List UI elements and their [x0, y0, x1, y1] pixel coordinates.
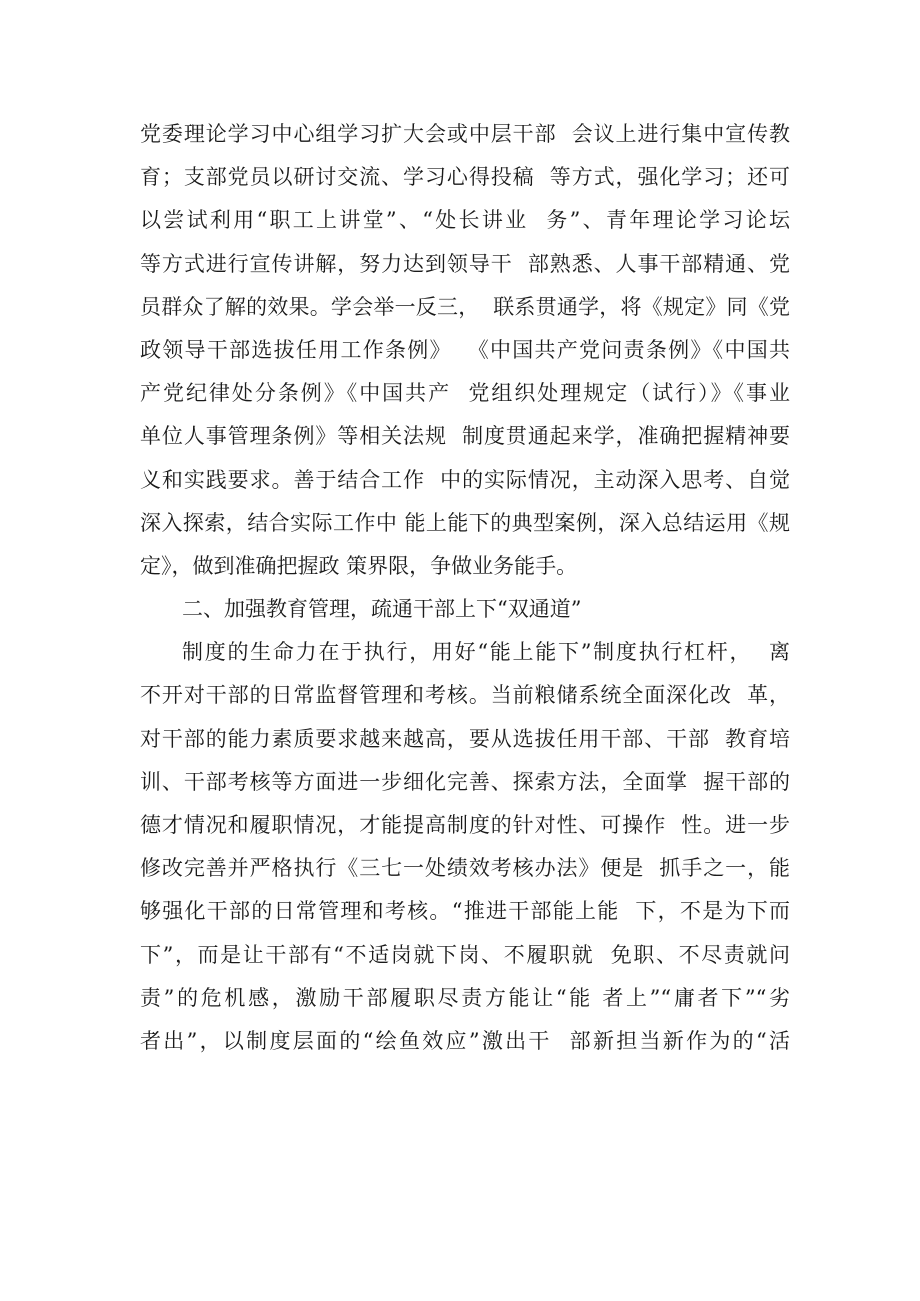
- text-line: 深入探索，结合实际工作中 能上能下的典型案例，深入总结运用《规: [140, 510, 790, 535]
- text-line: 德才情况和履职情况，才能提高制度的针对性、可操作 性。进一步: [140, 813, 790, 837]
- text-line: 以尝试利用“职工上讲堂”、“处长讲业 务”、青年理论学习论坛: [140, 208, 790, 233]
- paragraph-education-promotion: [140, 113, 790, 588]
- text-line: 产党纪律处分条例》《中国共产 党组织处理规定（试行）》《事业: [140, 381, 790, 406]
- text-line: 修改完善并严格执行《三七一处绩效考核办法》便是 抓手之一，能: [140, 856, 790, 881]
- text-line: 育；支部党员以研讨交流、学习心得投稿 等方式，强化学习；还可: [140, 165, 790, 190]
- paragraph-system-execution: [140, 631, 790, 1063]
- text-line: 下”，而是让干部有“不适岗就下岗、不履职就 免职、不尽责就问: [140, 942, 790, 967]
- text-line: 制度的生命力在于执行，用好“能上能下”制度执行杠杆， 离: [182, 640, 790, 665]
- text-line: 责”的危机感，激励干部履职尽责方能让“能 者上”“庸者下”“劣: [140, 985, 790, 1010]
- text-line: 者出”，以制度层面的“绘鱼效应”激出干 部新担当新作为的“活: [140, 1028, 790, 1053]
- text-line: 党委理论学习中心组学习扩大会或中层干部 会议上进行集中宣传教: [140, 122, 790, 146]
- text-line: 够强化干部的日常管理和考核。“推进干部能上能 下，不是为下而: [140, 899, 790, 924]
- text-line: 员群众了解的效果。学会举一反三， 联系贯通学，将《规定》同《党: [140, 294, 790, 319]
- text-line: 单位人事管理条例》等相关法规 制度贯通起来学，准确把握精神要: [140, 424, 790, 449]
- text-line: 政领导干部选拔任用工作条例》 《中国共产党问责条例》《中国共: [140, 337, 790, 362]
- text-line: 不开对干部的日常监督管理和考核。当前粮储系统全面深化改 革，: [140, 683, 790, 708]
- text-line: 等方式进行宣传讲解，努力达到领导干 部熟悉、人事干部精通、党: [140, 251, 790, 276]
- text-line: 对干部的能力素质要求越来越高，要从选拔任用干部、干部 教育培: [140, 726, 790, 751]
- document-body: [140, 113, 790, 1063]
- text-line: 训、干部考核等方面进一步细化完善、探索方法，全面掌 握干部的: [140, 769, 790, 794]
- text-line: 义和实践要求。善于结合工作 中的实际情况，主动深入思考、自觉: [140, 467, 790, 492]
- section-heading: 二、加强教育管理，疏通干部上下“双通道”: [182, 597, 582, 622]
- text-line: 定》，做到准确把握政 策界限，争做业务能手。: [140, 553, 578, 578]
